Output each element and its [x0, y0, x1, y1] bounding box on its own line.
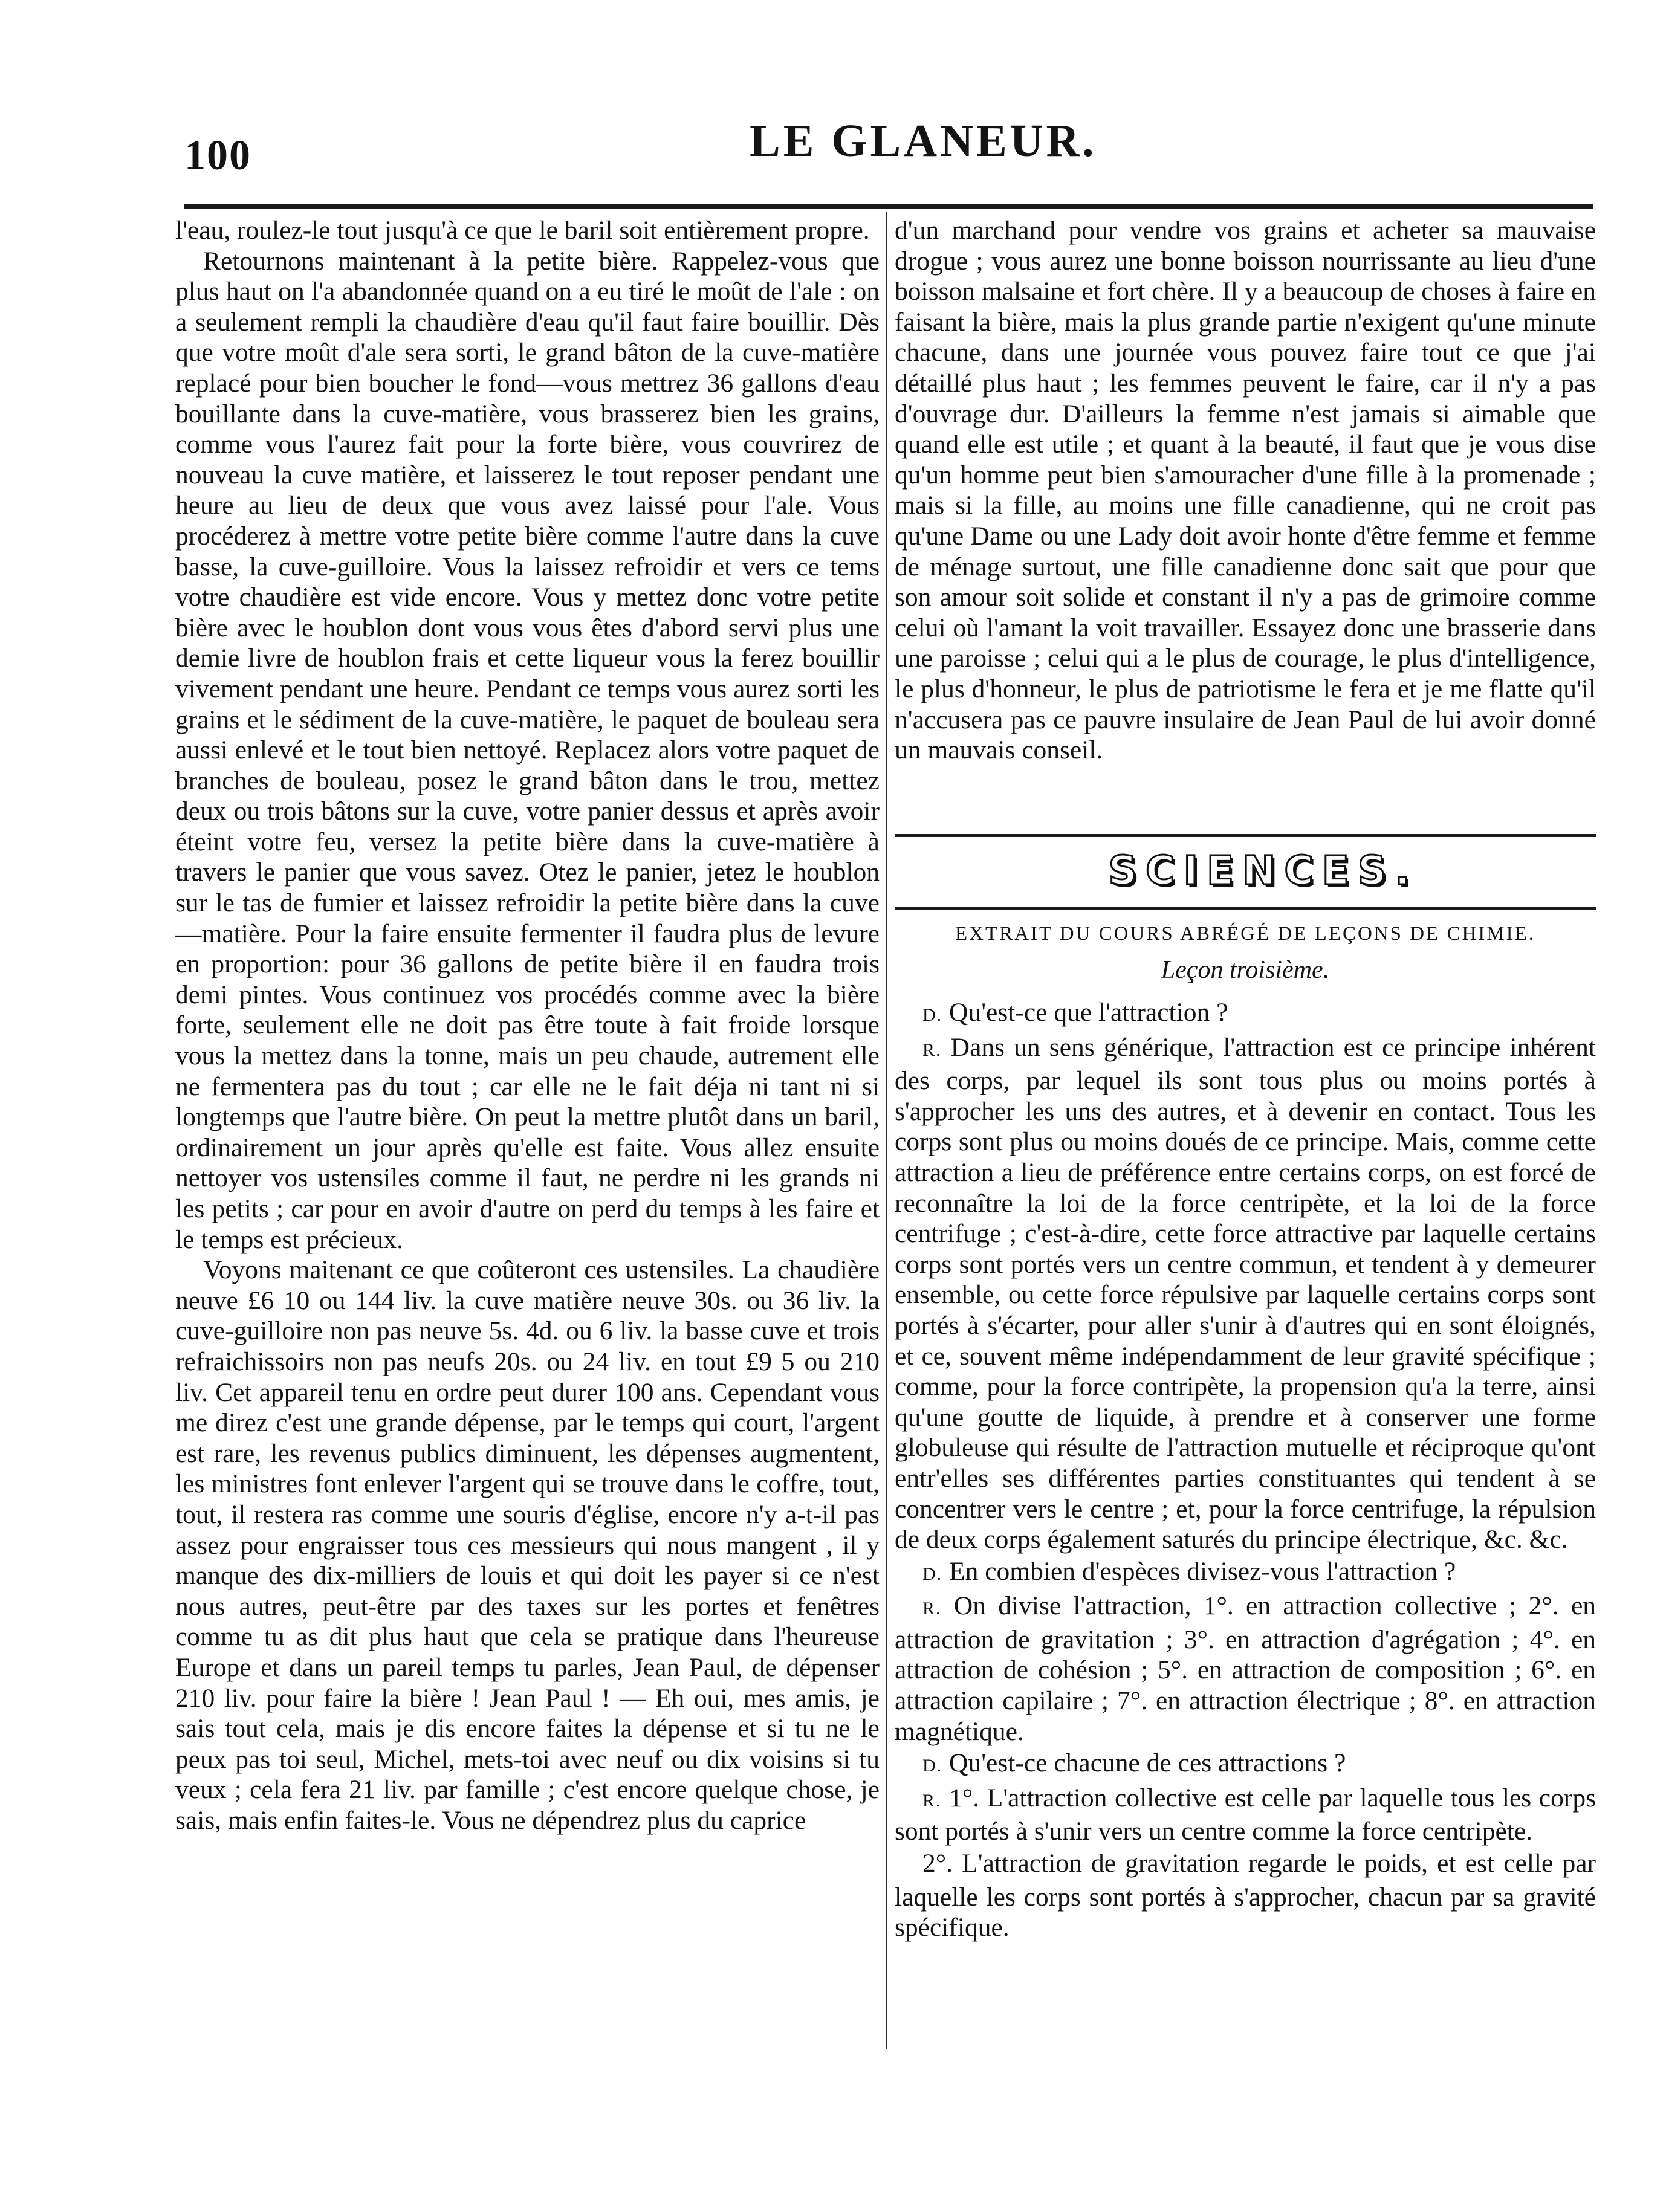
qa-item [895, 1783, 1596, 1847]
qa-text: Dans un sens générique, l'attraction est ce principe inhérent des corps, par lequel ils sont tous plus ou moins portés à s'approcher les uns des autres, et à devenir en contact. Tous les corps sont plus ou moins doués de ce principe. Mais, comme cette attraction a lieu de préférence entre certains corps, on est forcé de reconnaître la loi de la force centripète, et la loi de la force centrifuge ; c'est-à-dire, cette force attractive par laquelle certains corps sont portés vers un centre commun, et tendent à y demeurer ensemble, ou cette force répulsive par laquelle certains corps sont portés à s'écarter, pour aller s'unir à d'autres qui en sont éloignés, et ce, souvent même indépendamment de leur gravité spécifique ; comme, pour la force contripète, la propension qu'a la terre, ainsi qu'une goutte de liquide, à prendre et à conserver une forme globuleuse qui résulte de l'attraction mutuelle et réciproque qu'ont entr'elles ses différentes parties constituantes qui tendent à se concentrer vers le centre ; et, pour la force centrifuge, la répulsion de deux corps également saturés du principe électrique, &c. &c. [895, 1032, 1596, 1554]
page-number: 100 [184, 132, 251, 179]
qa-text: 1°. L'attraction collective est celle par laquelle tous les corps sont portés à s'unir vers un centre comme la force centripète. [895, 1783, 1596, 1846]
section-rule-bottom [895, 907, 1596, 910]
chemistry-article [895, 919, 1596, 1944]
header-rule [184, 204, 1593, 209]
qa-text: Qu'est-ce chacune de ces attractions ? [949, 1748, 1346, 1778]
qa-label: R. [922, 1790, 942, 1811]
column-divider [886, 212, 887, 2049]
qa-text: On divise l'attraction, 1°. en attraction collective ; 2°. en attraction de gravitation ; 3°. en attraction d'agrégation ; 4°. en attraction de cohésion ; 5°. en attraction de composition ; 6°. en attraction capilaire ; 7°. en attraction électrique ; 8°. en attraction magnétique. [895, 1591, 1596, 1746]
qa-item [895, 1032, 1596, 1555]
paragraph: Retournons maintenant à la petite bière. Rappelez-vous que plus haut on l'a abandonnée quand on a eu tiré le moût de l'ale : on a seulement rempli la chaudière d'eau qu'il faut faire bouillir. Dès que votre moût d'ale sera sorti, le grand bâton de la cuve-matière replacé pour bien boucher le fond—vous mettrez 36 gallons d'eau bouillante dans la cuve-matière, vous brasserez bien les grains, comme vous l'aurez fait pour la forte bière, vous couvrirez de nouveau la cuve matière, et laisserez le tout reposer pendant une heure au lieu de deux que vous avez laissé pour l'ale. Vous procéderez à mettre votre petite bière comme l'autre dans la cuve basse, la cuve-guilloire. Vous la laissez refroidir et vers ce tems votre chaudière est vide encore. Vous y mettez donc votre petite bière avec le houblon dont vous vous êtes d'abord servi plus une demie livre de houblon frais et cette liqueur vous la ferez bouillir vivement pendant une heure. Pendant ce temps vous aurez sorti les grains et le sédiment de la cuve-matière, le paquet de bouleau sera aussi enlevé et le tout bien nettoyé. Replacez alors votre paquet de branches de bouleau, posez le grand bâton dans le trou, mettez deux ou trois bâtons sur la cuve, votre panier dessus et après avoir éteint votre feu, versez la petite bière dans la cuve-matière à travers le panier que vous savez. Otez le panier, jetez le houblon sur le tas de fumier et laissez refroidir la petite bière dans la cuve—matière. Pour la faire ensuite fermenter il faudra plus de levure en proportion: pour 36 gallons de petite bière il en faudra trois demi pintes. Vous continuez vos procédés comme avec la bière forte, seulement elle ne doit pas être toute à fait froide lorsque vous la mettez dans la tonne, mais un peu chaude, autrement elle ne fermentera pas du tout ; car elle ne le fait déja ni tant ni si longtemps que l'autre bière. On peut la mettre plutôt dans un baril, ordinairement un jour après qu'elle est faite. Vous allez ensuite nettoyer vos ustensiles comme il faut, ne perdre ni les grands ni les petits ; car pour en avoir d'autre on perd du temps à les faire et le temps est précieux. [175, 246, 880, 1254]
paragraph: d'un marchand pour vendre vos grains et acheter sa mauvaise drogue ; vous aurez une bonne boisson nourrissante au lieu d'une boisson malsaine et fort chère. Il y a beaucoup de choses à faire en faisant la bière, mais la plus grande partie n'exigent qu'une minute chacune, dans une journée vous pouvez faire tout ce que j'ai détaillé plus haut ; les femmes peuvent le faire, car il n'y a pas d'ouvrage dur. D'ailleurs la femme n'est jamais si aimable que quand elle est utile ; et quant à la beauté, il faut que je vous dise qu'un homme peut bien s'amouracher d'une fille à la promenade ; mais si la fille, au moins une fille canadienne, qui ne croit pas qu'une Dame ou une Lady doit avoir honte d'être femme et femme de ménage surtout, une fille canadienne donc sait que pour que son amour soit solide et constant il n'y a pas de grimoire comme celui où l'amant la voit travailler. Essayez donc une brasserie dans une paroisse ; celui qui a le plus de courage, le plus d'intelligence, le plus d'honneur, le plus de patriotisme le fera et je me flatte qu'il n'accusera pas ce pauvre insulaire de Jean Paul de lui avoir donné un mauvais conseil. [895, 216, 1596, 765]
qa-label: D. [922, 1756, 943, 1776]
qa-item [895, 1556, 1596, 1590]
qa-text: 2°. L'attraction de gravitation regarde le poids, et est celle par laquelle les corps sont portés à s'approcher, chacun par sa gravité spécifique. [895, 1849, 1596, 1942]
qa-item [895, 1748, 1596, 1782]
qa-text: Qu'est-ce que l'attraction ? [949, 998, 1228, 1027]
qa-item [895, 1591, 1596, 1747]
qa-label: D. [922, 1564, 943, 1584]
paragraph: Voyons maitenant ce que coûteront ces ustensiles. La chaudière neuve £6 10 ou 144 liv. la cuve matière neuve 30s. ou 36 liv. la cuve-guilloire non pas neuve 5s. 4d. ou 6 liv. la basse cuve et trois refraichissoirs non pas neufs 20s. ou 24 liv. en tout £9 5 ou 210 liv. Cet appareil tenu en ordre peut durer 100 ans. Cependant vous me direz c'est une grande dépense, par le temps qui court, l'argent est rare, les revenus publics diminuent, les dépenses augmentent, les ministres font enlever l'argent qui se trouve dans le coffre, tout, tout, il restera ras comme une souris d'église, encore n'y a-t-il pas assez pour engraisser tous ces messieurs qui nous mangent , il y manque des dix-milliers de louis et qui doit les payer si ce n'est nous autres, peut-être par des taxes sur les portes et fenêtres comme tu as dit plus haut que cela se pratique dans l'heureuse Europe et dans un pareil temps tu parles, Jean Paul, de dépenser 210 liv. pour faire la bière ! Jean Paul ! — Eh oui, mes amis, je sais tout cela, mais je dis encore faites la dépense et si tu ne le peux pas toi seul, Michel, mets-toi avec neuf ou dix voisins si tu veux ; cela fera 21 liv. par famille ; c'est encore quelque chose, je sais, mais enfin faites-le. Vous ne dépendrez plus du caprice [175, 1255, 880, 1835]
qa-item [895, 1848, 1596, 1943]
right-column-top [895, 215, 1596, 766]
qa-list [895, 997, 1596, 1943]
left-column [175, 215, 880, 1835]
paragraph: l'eau, roulez-le tout jusqu'à ce que le baril soit entièrement propre. [175, 216, 870, 245]
article-title: EXTRAIT DU COURS ABRÉGÉ DE LEÇONS DE CHIMIE. [955, 923, 1536, 945]
lesson-title: Leçon troisième. [1161, 956, 1330, 984]
qa-label: D. [922, 1005, 943, 1025]
running-head: LE GLANEUR. [750, 115, 1097, 166]
qa-label: R. [922, 1599, 942, 1619]
qa-label: R. [922, 1040, 942, 1060]
qa-text: En combien d'espèces divisez-vous l'attraction ? [949, 1556, 1456, 1586]
qa-item [895, 997, 1596, 1031]
section-title: SCIENCES. [1108, 847, 1419, 894]
